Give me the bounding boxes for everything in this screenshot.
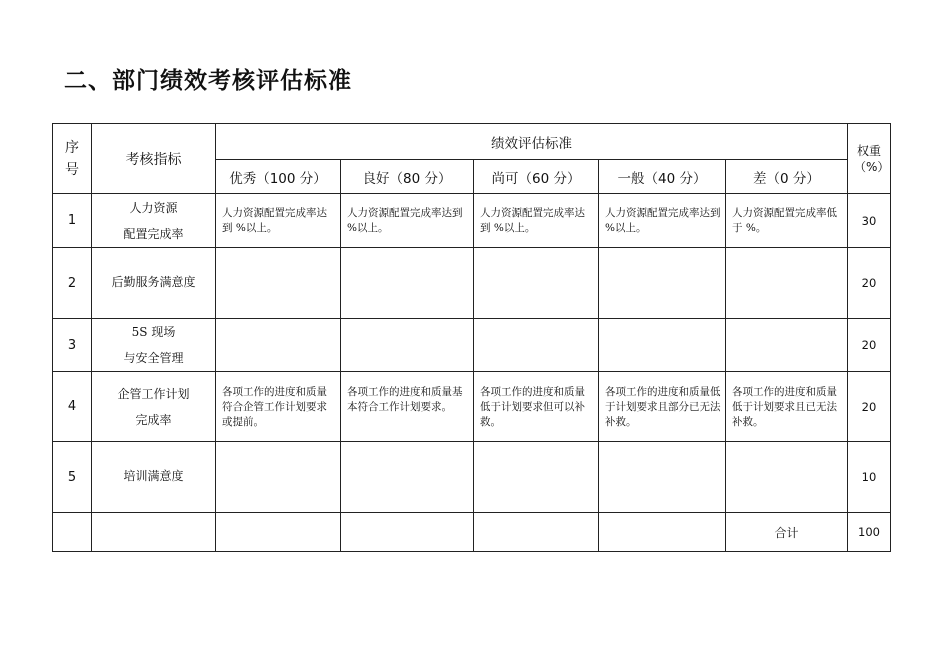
row-weight: 20 — [848, 372, 891, 442]
row-indicator: 企管工作计划 完成率 — [92, 372, 216, 442]
criteria-cell: 各项工作的进度和质量符合企管工作计划要求或提前。 — [216, 372, 341, 442]
criteria-cell — [599, 248, 726, 319]
criteria-cell: 人力资源配置完成率达到 %以上。 — [474, 194, 599, 248]
criteria-cell — [474, 442, 599, 513]
page-title: 二、部门绩效考核评估标准 — [64, 68, 352, 94]
row-seq: 2 — [53, 248, 92, 319]
header-indicator: 考核指标 — [92, 124, 216, 194]
row-seq: 3 — [53, 319, 92, 372]
criteria-cell: 各项工作的进度和质量低于计划要求但可以补救。 — [474, 372, 599, 442]
criteria-cell: 各项工作的进度和质量低于计划要求且已无法补救。 — [726, 372, 848, 442]
row-indicator: 培训满意度 — [92, 442, 216, 513]
criteria-cell: 人力资源配置完成率低于 %。 — [726, 194, 848, 248]
criteria-cell: 各项工作的进度和质量低于计划要求且部分已无法补救。 — [599, 372, 726, 442]
table-row — [53, 248, 891, 319]
criteria-cell — [726, 248, 848, 319]
table-row — [53, 319, 891, 372]
row-indicator: 5S 现场 与安全管理 — [92, 319, 216, 372]
criteria-cell — [216, 319, 341, 372]
criteria-cell — [216, 248, 341, 319]
row-indicator: 后勤服务满意度 — [92, 248, 216, 319]
criteria-cell: 人力资源配置完成率达到 %以上。 — [341, 194, 474, 248]
evaluation-table — [52, 123, 891, 552]
criteria-cell — [726, 442, 848, 513]
criteria-cell: 人力资源配置完成率达到 %以上。 — [599, 194, 726, 248]
criteria-cell — [341, 319, 474, 372]
row-weight: 30 — [848, 194, 891, 248]
header-standard-group: 绩效评估标准 — [216, 124, 848, 160]
header-level-fair: 尚可（60 分） — [474, 160, 599, 194]
criteria-cell — [474, 319, 599, 372]
row-indicator: 人力资源 配置完成率 — [92, 194, 216, 248]
row-weight: 20 — [848, 319, 891, 372]
header-seq: 序号 — [53, 124, 92, 194]
criteria-cell — [341, 248, 474, 319]
header-level-poor: 差（0 分） — [726, 160, 848, 194]
criteria-cell — [599, 442, 726, 513]
row-seq: 5 — [53, 442, 92, 513]
table-row — [53, 194, 891, 248]
criteria-cell — [474, 248, 599, 319]
criteria-cell — [726, 319, 848, 372]
table-row — [53, 442, 891, 513]
criteria-cell — [341, 442, 474, 513]
row-seq: 4 — [53, 372, 92, 442]
total-row — [53, 513, 891, 552]
row-weight: 10 — [848, 442, 891, 513]
header-level-good: 良好（80 分） — [341, 160, 474, 194]
total-value: 100 — [848, 513, 891, 552]
criteria-cell — [599, 319, 726, 372]
header-level-excellent: 优秀（100 分） — [216, 160, 341, 194]
row-seq: 1 — [53, 194, 92, 248]
row-weight: 20 — [848, 248, 891, 319]
header-weight: 权重（%） — [848, 124, 891, 194]
header-level-average: 一般（40 分） — [599, 160, 726, 194]
criteria-cell: 各项工作的进度和质量基本符合工作计划要求。 — [341, 372, 474, 442]
criteria-cell — [216, 442, 341, 513]
criteria-cell: 人力资源配置完成率达到 %以上。 — [216, 194, 341, 248]
table-row — [53, 372, 891, 442]
total-label: 合计 — [726, 513, 848, 552]
